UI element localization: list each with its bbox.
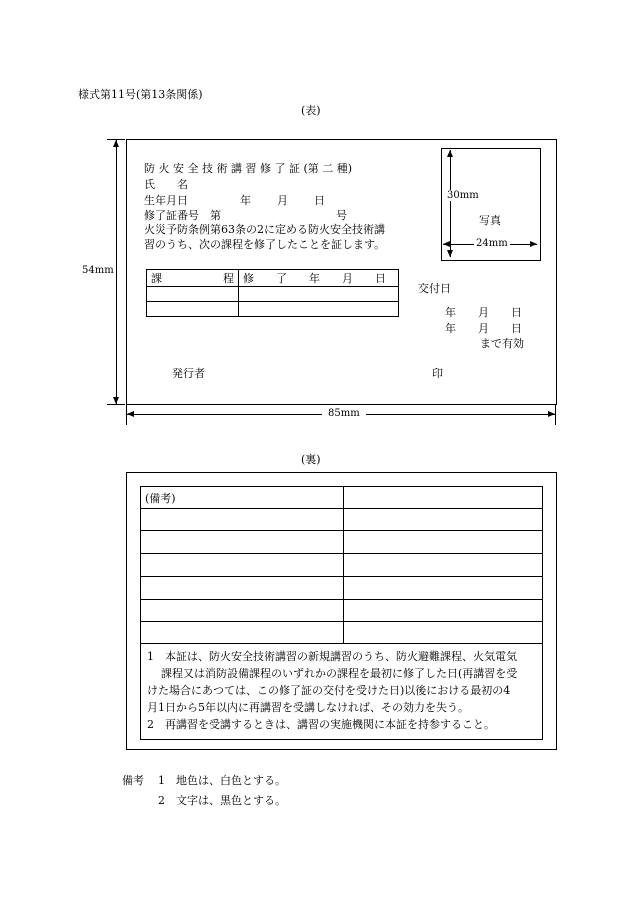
valid-until-label: まで有効 — [480, 337, 524, 350]
photo-width-dim: 24mm — [476, 238, 508, 249]
table-row — [141, 622, 543, 644]
card-title: 防 火 安 全 技 術 講 習 修 了 証 (第 二 種) — [144, 162, 353, 175]
completion-date-header: 修 了 年 月 日 — [239, 270, 399, 287]
table-row — [141, 531, 543, 554]
photo-height-arrow-top — [447, 150, 453, 157]
statement-line-2: 習のうち、次の課程を修了したことを証します。 — [144, 238, 386, 251]
footer-item-2: 2 文字は、黒色とする。 — [158, 794, 286, 807]
height-dimension-label: 54mm — [82, 265, 114, 276]
seal-label: 印 — [432, 367, 443, 380]
birth-label: 生年月日 — [144, 194, 188, 207]
birth-year-label: 年 — [240, 194, 251, 207]
notes-cell — [141, 644, 543, 740]
note-1-line-2: 課程又は消防設備課程のいずれかの課程を最初に修了した日(再講習を受 — [161, 667, 518, 680]
course-header: 課 程 — [147, 270, 239, 287]
table-row — [147, 302, 399, 317]
width-dimension-label: 85mm — [322, 408, 366, 419]
expiry-row-1: 年 月 日 — [445, 306, 522, 319]
cert-number-label: 修了証番号 第 — [144, 209, 221, 222]
footer-item-1: 1 地色は、白色とする。 — [158, 774, 286, 787]
photo-height-dim: 30mm — [447, 190, 479, 201]
photo-width-arrow-right — [530, 241, 537, 247]
statement-line-1: 火災予防条例第63条の2に定める防火安全技術講 — [144, 223, 385, 236]
photo-height-arrow-bottom — [447, 250, 453, 257]
note-1-line-3: けた場合にあつては、この修了証の交付を受けた日)以後における最初の4 — [147, 684, 511, 697]
cert-number-suffix: 号 — [336, 209, 347, 222]
birth-day-label: 日 — [314, 194, 325, 207]
birth-month-label: 月 — [277, 194, 288, 207]
course-table — [146, 269, 399, 317]
back-side-label: (裏) — [301, 453, 321, 466]
front-side-label: (表) — [301, 104, 321, 117]
name-label: 氏 名 — [144, 178, 188, 191]
table-row — [141, 577, 543, 600]
note-1-line-1: 1 本証は、防火安全技術講習の新規講習のうち、防火避難課程、火気電気 — [147, 650, 517, 663]
note-2: 2 再講習を受講するときは、講習の実施機関に本証を持参すること。 — [147, 718, 495, 731]
table-row — [141, 554, 543, 577]
form-number: 様式第11号(第13条関係) — [78, 88, 203, 101]
issue-date-label: 交付日 — [418, 282, 451, 295]
table-row — [141, 600, 543, 622]
expiry-row-2: 年 月 日 — [445, 322, 522, 335]
note-1-line-4: 月1日から5年以内に再講習を受講しなければ、その効力を失う。 — [147, 701, 469, 714]
remarks-table — [140, 486, 543, 740]
table-row — [141, 509, 543, 531]
table-row — [147, 287, 399, 302]
footer-remarks-label: 備考 — [122, 774, 144, 787]
issuer-label: 発行者 — [172, 367, 205, 380]
photo-width-arrow-left — [443, 241, 450, 247]
remarks-header: (備考) — [141, 487, 344, 509]
photo-label: 写真 — [479, 214, 501, 227]
